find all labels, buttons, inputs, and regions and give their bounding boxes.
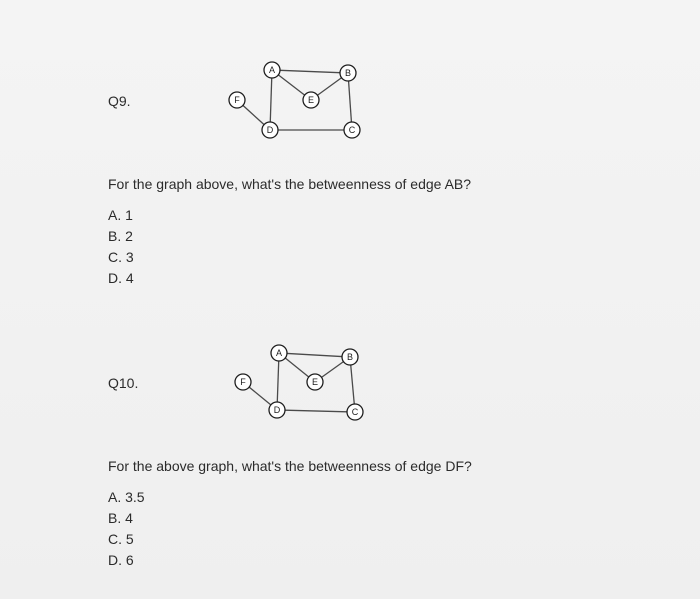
question-10-node-label: A	[275, 348, 283, 359]
question-10-option-a[interactable]: A. 3.5	[108, 489, 145, 505]
question-10-option-c[interactable]: C. 5	[108, 531, 134, 547]
question-10-option-d[interactable]: D. 6	[108, 552, 134, 568]
question-9-option-a[interactable]: A. 1	[108, 207, 133, 223]
question-9-option-d[interactable]: D. 4	[108, 270, 134, 286]
question-9-number: Q9.	[108, 93, 131, 109]
question-10-node-label: D	[273, 405, 281, 416]
question-9-option-b[interactable]: B. 2	[108, 228, 133, 244]
question-10-edge-ab	[287, 353, 342, 356]
question-10-node-a	[271, 345, 287, 361]
question-9-node-label: E	[307, 95, 315, 106]
question-9-node-label: B	[344, 68, 352, 79]
question-10-node-f	[235, 374, 251, 390]
question-10-edge-ad	[277, 361, 278, 402]
question-9-node-label: A	[268, 65, 276, 76]
question-9-node-label: D	[266, 125, 274, 136]
question-10-edge-ae	[285, 358, 309, 377]
question-10-node-b	[342, 349, 358, 365]
question-10-node-label: B	[346, 352, 354, 363]
question-10-prompt: For the above graph, what's the betweenness of edge DF?	[108, 458, 472, 474]
question-10-node-d	[269, 402, 285, 418]
question-10-options	[108, 487, 145, 571]
question-10-edge-df	[249, 387, 271, 405]
question-9-node-label: C	[348, 125, 356, 136]
question-10-number: Q10.	[108, 375, 139, 391]
question-10-edge-dc	[285, 410, 347, 412]
question-9-node-label: F	[234, 95, 240, 106]
question-10-node-label: E	[311, 377, 319, 388]
question-10-node-e	[307, 374, 323, 390]
question-10-edge-bc	[351, 365, 355, 404]
question-10-option-b[interactable]: B. 4	[108, 510, 133, 526]
question-10-edge-be	[322, 362, 344, 378]
question-9-option-c[interactable]: C. 3	[108, 249, 134, 265]
question-9-prompt: For the graph above, what's the betweenness of edge AB?	[108, 176, 472, 192]
question-10-node-label: C	[351, 407, 359, 418]
question-10-node-c	[347, 404, 363, 420]
question-10-node-label: F	[240, 377, 246, 388]
